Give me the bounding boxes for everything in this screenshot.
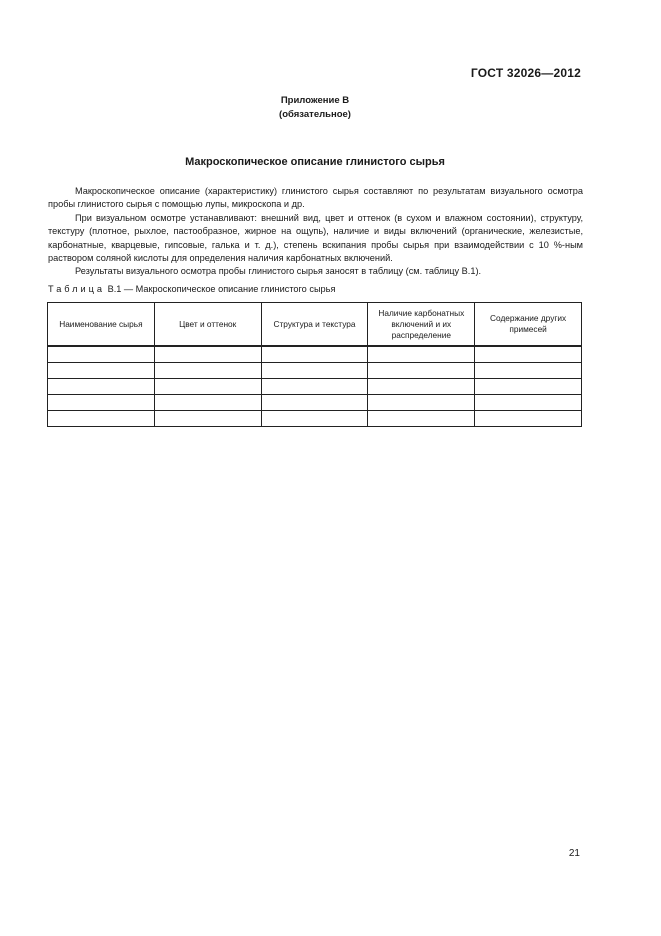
table-cell xyxy=(475,395,582,411)
header-other-impurities: Содержание других примесей xyxy=(475,303,582,347)
table-row xyxy=(48,346,582,363)
paragraph-1: Макроскопическое описание (характеристику) глинистого сырья составляют по результатам визуального осмотра пробы глинистого сырья с помощью лупы, микроскопа и др. xyxy=(48,186,583,210)
table-row xyxy=(48,379,582,395)
table-cell xyxy=(261,395,368,411)
table-cell xyxy=(261,346,368,363)
table-cell xyxy=(368,346,475,363)
document-code: ГОСТ 32026—2012 xyxy=(470,66,581,80)
paragraph-2: При визуальном осмотре устанавливают: внешний вид, цвет и оттенок (в сухом и влажном состоянии), структуру, текстуру (плотное, рыхлое, пастообразное, жирное на ощупь), наличие и виды включений (органические, железистые, карбонатные, кварцевые, гипсовые, галька и т. д.), степень вскипания пробы сырья при взаимодействии с 10 %-ным раствором соляной кислоты для определения наличия карбонатных включений. xyxy=(48,212,583,264)
table-cell xyxy=(154,346,261,363)
table-cell xyxy=(48,346,155,363)
table-caption xyxy=(48,284,335,294)
table-cell xyxy=(475,379,582,395)
table-row xyxy=(48,411,582,427)
table-row xyxy=(48,395,582,411)
table-cell xyxy=(48,411,155,427)
table-cell xyxy=(368,411,475,427)
page-number: 21 xyxy=(568,848,580,859)
section-title: Макроскопическое описание глинистого сырья xyxy=(185,156,445,168)
table-cell xyxy=(475,363,582,379)
header-structure: Структура и текстура xyxy=(261,303,368,347)
body-text xyxy=(48,185,583,279)
table-cell xyxy=(154,379,261,395)
header-color: Цвет и оттенок xyxy=(154,303,261,347)
appendix-status: (обязательное) xyxy=(279,109,351,120)
table-header-row xyxy=(48,303,582,347)
table-cell xyxy=(475,346,582,363)
appendix-title: Приложение В xyxy=(280,95,350,106)
table-cell xyxy=(368,363,475,379)
table-cell xyxy=(475,411,582,427)
header-material-name: Наименование сырья xyxy=(48,303,155,347)
table-cell xyxy=(368,379,475,395)
header-carbonate-inclusions: Наличие карбонатных включений и их распределение xyxy=(368,303,475,347)
table-cell xyxy=(48,395,155,411)
paragraph-3: Результаты визуального осмотра пробы глинистого сырья заносят в таблицу (см. таблицу В.1). xyxy=(75,266,482,277)
table-cell xyxy=(154,411,261,427)
table-cell xyxy=(261,411,368,427)
table-body xyxy=(48,346,582,427)
table-cell xyxy=(154,363,261,379)
table-cell xyxy=(48,379,155,395)
table-caption-text: В.1 — Макроскопическое описание глинистого сырья xyxy=(105,284,336,294)
table-cell xyxy=(261,379,368,395)
table-caption-prefix: Таблица xyxy=(48,284,106,294)
table-cell xyxy=(261,363,368,379)
macroscopic-description-table xyxy=(47,302,582,427)
table-cell xyxy=(368,395,475,411)
table-cell xyxy=(154,395,261,411)
table-cell xyxy=(48,363,155,379)
table-row xyxy=(48,363,582,379)
